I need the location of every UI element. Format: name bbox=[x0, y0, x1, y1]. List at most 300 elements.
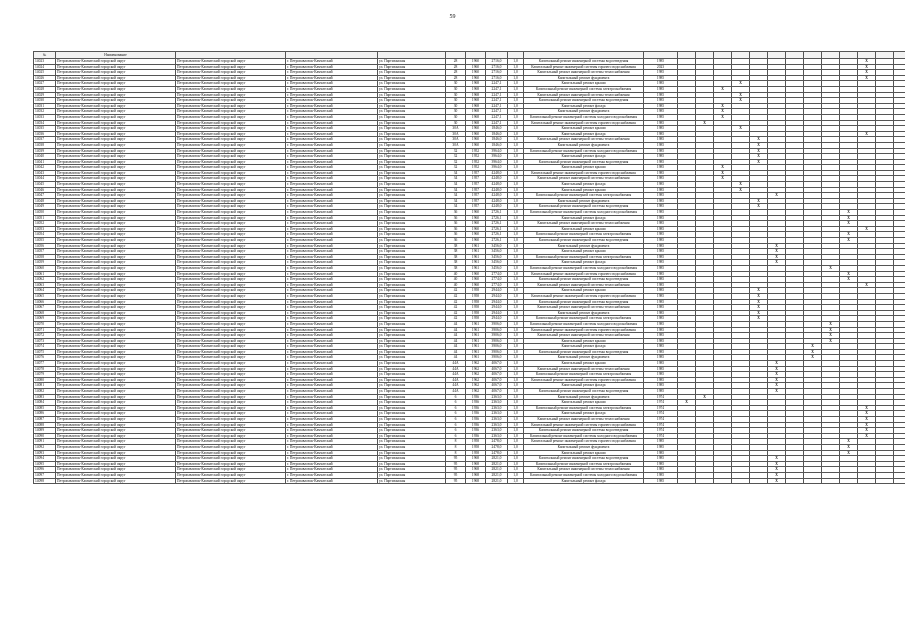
work-type-cell: Капитальный ремонт фундамента bbox=[524, 444, 644, 450]
city-cell: г. Петропавловск-Камчатский bbox=[286, 126, 378, 132]
work-type-cell: Капитальный ремонт инженерной системы горячего водоснабжения bbox=[524, 271, 644, 277]
area-cell: 2774,0 bbox=[486, 277, 508, 283]
work-type-cell: Капитальный ремонт фундамента bbox=[524, 394, 644, 400]
area-cell: 2478,0 bbox=[486, 444, 508, 450]
house-cell: 34 bbox=[446, 170, 466, 176]
house-cell: 6 bbox=[446, 405, 466, 411]
period-mark-cell: X bbox=[858, 405, 876, 411]
work-type-cell: Капитальный ремонт фасада bbox=[524, 103, 644, 109]
street-cell: ул. Партизанская bbox=[378, 366, 446, 372]
street-cell: ул. Партизанская bbox=[378, 467, 446, 473]
area-cell: 2363,0 bbox=[486, 433, 508, 439]
settlement-cell: Петропавловск-Камчатский городской округ bbox=[176, 355, 286, 361]
area-cell: 2247,1 bbox=[486, 81, 508, 87]
year-built-cell: 1960 bbox=[466, 232, 486, 238]
house-cell: 8 bbox=[446, 450, 466, 456]
house-cell: 32 bbox=[446, 165, 466, 171]
last-repair-year-cell: 1985 bbox=[644, 344, 678, 350]
area-cell: 2247,1 bbox=[486, 120, 508, 126]
coef-cell: 1,0 bbox=[508, 355, 524, 361]
header-cell bbox=[876, 52, 894, 59]
row-number: 14059 bbox=[34, 260, 56, 266]
last-repair-year-cell: 1985 bbox=[644, 92, 678, 98]
street-cell: ул. Партизанская bbox=[378, 142, 446, 148]
area-cell: 2363,0 bbox=[486, 422, 508, 428]
work-type-cell: Капитальный ремонт фасада bbox=[524, 182, 644, 188]
area-cell: 2944,0 bbox=[486, 316, 508, 322]
settlement-cell: Петропавловск-Камчатский городской округ bbox=[176, 148, 286, 154]
municipality-cell: Петропавловск-Камчатский городской округ bbox=[56, 226, 176, 232]
coef-cell: 1,0 bbox=[508, 377, 524, 383]
period-mark-cell: X bbox=[840, 238, 858, 244]
coef-cell: 1,0 bbox=[508, 170, 524, 176]
year-built-cell: 1960 bbox=[466, 142, 486, 148]
settlement-cell: Петропавловск-Камчатский городской округ bbox=[176, 288, 286, 294]
coef-cell: 1,0 bbox=[508, 75, 524, 81]
last-repair-year-cell: 1974 bbox=[644, 428, 678, 434]
last-repair-year-cell: 1974 bbox=[644, 411, 678, 417]
settlement-cell: Петропавловск-Камчатский городской округ bbox=[176, 338, 286, 344]
last-repair-year-cell: 1985 bbox=[644, 232, 678, 238]
row-number: 14041 bbox=[34, 159, 56, 165]
house-cell: 44А bbox=[446, 372, 466, 378]
city-cell: г. Петропавловск-Камчатский bbox=[286, 389, 378, 395]
period-mark-cell: X bbox=[858, 75, 876, 81]
house-cell: 8 bbox=[446, 444, 466, 450]
row-number: 14040 bbox=[34, 154, 56, 160]
street-cell: ул. Партизанская bbox=[378, 433, 446, 439]
house-cell: 30А bbox=[446, 126, 466, 132]
last-repair-year-cell: 1985 bbox=[644, 260, 678, 266]
last-repair-year-cell: 1985 bbox=[644, 456, 678, 462]
settlement-cell: Петропавловск-Камчатский городской округ bbox=[176, 226, 286, 232]
city-cell: г. Петропавловск-Камчатский bbox=[286, 316, 378, 322]
coef-cell: 1,0 bbox=[508, 361, 524, 367]
header-cell bbox=[858, 52, 876, 59]
municipality-cell: Петропавловск-Камчатский городской округ bbox=[56, 305, 176, 311]
city-cell: г. Петропавловск-Камчатский bbox=[286, 327, 378, 333]
row-number: 14077 bbox=[34, 361, 56, 367]
header-cell bbox=[804, 52, 822, 59]
last-repair-year-cell: 1985 bbox=[644, 170, 678, 176]
last-repair-year-cell: 1974 bbox=[644, 405, 678, 411]
last-repair-year-cell: 1985 bbox=[644, 461, 678, 467]
municipality-cell: Петропавловск-Камчатский городской округ bbox=[56, 221, 176, 227]
coef-cell: 1,0 bbox=[508, 154, 524, 160]
year-built-cell: 1936 bbox=[466, 422, 486, 428]
area-cell: 2363,0 bbox=[486, 405, 508, 411]
municipality-cell: Петропавловск-Камчатский городской округ bbox=[56, 75, 176, 81]
street-cell: ул. Партизанская bbox=[378, 249, 446, 255]
house-cell: 32 bbox=[446, 154, 466, 160]
settlement-cell: Петропавловск-Камчатский городской округ bbox=[176, 333, 286, 339]
city-cell: г. Петропавловск-Камчатский bbox=[286, 165, 378, 171]
settlement-cell: Петропавловск-Камчатский городской округ bbox=[176, 75, 286, 81]
row-number: 14095 bbox=[34, 461, 56, 467]
area-cell: 4067,0 bbox=[486, 377, 508, 383]
work-type-cell: Капитальный ремонт инженерной системы горячего водоснабжения bbox=[524, 120, 644, 126]
settlement-cell: Петропавловск-Камчатский городской округ bbox=[176, 243, 286, 249]
work-type-cell: Капитальный ремонт фундамента bbox=[524, 109, 644, 115]
street-cell: ул. Партизанская bbox=[378, 148, 446, 154]
last-repair-year-cell: 1985 bbox=[644, 361, 678, 367]
street-cell: ул. Партизанская bbox=[378, 193, 446, 199]
row-number: 14071 bbox=[34, 327, 56, 333]
period-mark-cell: X bbox=[750, 148, 768, 154]
year-built-cell: 1960 bbox=[466, 210, 486, 216]
coef-cell: 1,0 bbox=[508, 265, 524, 271]
settlement-cell: Петропавловск-Камчатский городской округ bbox=[176, 478, 286, 484]
last-repair-year-cell: 1985 bbox=[644, 131, 678, 137]
year-built-cell: 1968 bbox=[466, 109, 486, 115]
year-built-cell: 1958 bbox=[466, 305, 486, 311]
house-cell: 44А bbox=[446, 361, 466, 367]
street-cell: ул. Партизанская bbox=[378, 64, 446, 70]
year-built-cell: 1960 bbox=[466, 221, 486, 227]
municipality-cell: Петропавловск-Камчатский городской округ bbox=[56, 377, 176, 383]
last-repair-year-cell: 1985 bbox=[644, 316, 678, 322]
work-type-cell: Капитальный ремонт фасада bbox=[524, 131, 644, 137]
period-mark-cell: X bbox=[714, 86, 732, 92]
street-cell: ул. Партизанская bbox=[378, 355, 446, 361]
area-cell: 3906,0 bbox=[486, 349, 508, 355]
header-cell bbox=[378, 52, 446, 59]
last-repair-year-cell: 1985 bbox=[644, 98, 678, 104]
municipality-cell: Петропавловск-Камчатский городской округ bbox=[56, 148, 176, 154]
house-cell: 30 bbox=[446, 92, 466, 98]
last-repair-year-cell: 1985 bbox=[644, 159, 678, 165]
house-cell: 6 bbox=[446, 411, 466, 417]
city-cell: г. Петропавловск-Камчатский bbox=[286, 103, 378, 109]
work-type-cell: Капитальный ремонт инженерной системы теплоснабжения bbox=[524, 92, 644, 98]
row-number: 14045 bbox=[34, 182, 56, 188]
table-row bbox=[34, 478, 905, 484]
city-cell: г. Петропавловск-Камчатский bbox=[286, 282, 378, 288]
row-number: 14073 bbox=[34, 338, 56, 344]
city-cell: г. Петропавловск-Камчатский bbox=[286, 249, 378, 255]
settlement-cell: Петропавловск-Камчатский городской округ bbox=[176, 64, 286, 70]
city-cell: г. Петропавловск-Камчатский bbox=[286, 478, 378, 484]
street-cell: ул. Партизанская bbox=[378, 277, 446, 283]
settlement-cell: Петропавловск-Камчатский городской округ bbox=[176, 249, 286, 255]
year-built-cell: 1958 bbox=[466, 293, 486, 299]
house-cell: 40 bbox=[446, 282, 466, 288]
street-cell: ул. Партизанская bbox=[378, 456, 446, 462]
period-mark-cell: X bbox=[768, 383, 786, 389]
municipality-cell: Петропавловск-Камчатский городской округ bbox=[56, 142, 176, 148]
row-number: 14075 bbox=[34, 349, 56, 355]
year-built-cell: 1952 bbox=[466, 148, 486, 154]
municipality-cell: Петропавловск-Камчатский городской округ bbox=[56, 114, 176, 120]
work-type-cell: Капитальный ремонт фасада bbox=[524, 383, 644, 389]
period-mark-cell: X bbox=[714, 109, 732, 115]
row-number: 14081 bbox=[34, 383, 56, 389]
period-mark-cell: X bbox=[750, 288, 768, 294]
city-cell: г. Петропавловск-Камчатский bbox=[286, 70, 378, 76]
header-cell bbox=[466, 52, 486, 59]
work-type-cell: Капитальный ремонт инженерной системы горячего водоснабжения bbox=[524, 293, 644, 299]
city-cell: г. Петропавловск-Камчатский bbox=[286, 254, 378, 260]
coef-cell: 1,0 bbox=[508, 142, 524, 148]
house-cell: 36 bbox=[446, 238, 466, 244]
period-mark-cell: X bbox=[822, 333, 840, 339]
coef-cell: 1,0 bbox=[508, 198, 524, 204]
city-cell: г. Петропавловск-Камчатский bbox=[286, 142, 378, 148]
work-type-cell: Капитальный ремонт инженерной системы электроснабжения bbox=[524, 86, 644, 92]
last-repair-year-cell: 1974 bbox=[644, 394, 678, 400]
settlement-cell: Петропавловск-Камчатский городской округ bbox=[176, 170, 286, 176]
municipality-cell: Петропавловск-Камчатский городской округ bbox=[56, 176, 176, 182]
settlement-cell: Петропавловск-Камчатский городской округ bbox=[176, 439, 286, 445]
city-cell: г. Петропавловск-Камчатский bbox=[286, 450, 378, 456]
row-number: 14025 bbox=[34, 70, 56, 76]
row-number: 14029 bbox=[34, 92, 56, 98]
municipality-cell: Петропавловск-Камчатский городской округ bbox=[56, 81, 176, 87]
period-mark-cell: X bbox=[858, 422, 876, 428]
period-mark-cell: X bbox=[858, 59, 876, 65]
work-type-cell: Капитальный ремонт инженерной системы водоотведения bbox=[524, 349, 644, 355]
municipality-cell: Петропавловск-Камчатский городской округ bbox=[56, 433, 176, 439]
settlement-cell: Петропавловск-Камчатский городской округ bbox=[176, 198, 286, 204]
coef-cell: 1,0 bbox=[508, 383, 524, 389]
period-mark-cell: X bbox=[822, 265, 840, 271]
house-cell: 34 bbox=[446, 198, 466, 204]
area-cell: 2726,1 bbox=[486, 221, 508, 227]
year-built-cell: 1968 bbox=[466, 114, 486, 120]
area-cell: 3906,0 bbox=[486, 344, 508, 350]
house-cell: 44А bbox=[446, 389, 466, 395]
period-mark-cell: X bbox=[858, 226, 876, 232]
house-cell: 95 bbox=[446, 467, 466, 473]
row-number: 14028 bbox=[34, 86, 56, 92]
year-built-cell: 1968 bbox=[466, 456, 486, 462]
coef-cell: 1,0 bbox=[508, 461, 524, 467]
area-cell: 2247,1 bbox=[486, 103, 508, 109]
city-cell: г. Петропавловск-Камчатский bbox=[286, 444, 378, 450]
last-repair-year-cell: 1985 bbox=[644, 389, 678, 395]
year-built-cell: 1960 bbox=[466, 75, 486, 81]
row-number: 14055 bbox=[34, 238, 56, 244]
settlement-cell: Петропавловск-Камчатский городской округ bbox=[176, 444, 286, 450]
municipality-cell: Петропавловск-Камчатский городской округ bbox=[56, 310, 176, 316]
year-built-cell: 1961 bbox=[466, 249, 486, 255]
period-mark-cell: X bbox=[768, 478, 786, 484]
settlement-cell: Петропавловск-Камчатский городской округ bbox=[176, 366, 286, 372]
street-cell: ул. Партизанская bbox=[378, 187, 446, 193]
house-cell: 30 bbox=[446, 109, 466, 115]
period-mark-cell: X bbox=[768, 467, 786, 473]
house-cell: 34 bbox=[446, 187, 466, 193]
municipality-cell: Петропавловск-Камчатский городской округ bbox=[56, 288, 176, 294]
area-cell: 3906,0 bbox=[486, 338, 508, 344]
settlement-cell: Петропавловск-Камчатский городской округ bbox=[176, 131, 286, 137]
coef-cell: 1,0 bbox=[508, 405, 524, 411]
year-built-cell: 1957 bbox=[466, 176, 486, 182]
work-type-cell: Капитальный ремонт инженерной системы теплоснабжения bbox=[524, 305, 644, 311]
municipality-cell: Петропавловск-Камчатский городской округ bbox=[56, 349, 176, 355]
coef-cell: 1,0 bbox=[508, 109, 524, 115]
year-built-cell: 1968 bbox=[466, 461, 486, 467]
last-repair-year-cell: 1985 bbox=[644, 114, 678, 120]
coef-cell: 1,0 bbox=[508, 238, 524, 244]
street-cell: ул. Партизанская bbox=[378, 439, 446, 445]
coef-cell: 1,0 bbox=[508, 254, 524, 260]
street-cell: ул. Партизанская bbox=[378, 204, 446, 210]
municipality-cell: Петропавловск-Камчатский городской округ bbox=[56, 411, 176, 417]
last-repair-year-cell: 1985 bbox=[644, 126, 678, 132]
settlement-cell: Петропавловск-Камчатский городской округ bbox=[176, 383, 286, 389]
settlement-cell: Петропавловск-Камчатский городской округ bbox=[176, 165, 286, 171]
period-mark-cell: X bbox=[732, 126, 750, 132]
work-type-cell: Капитальный ремонт крыши bbox=[524, 81, 644, 87]
row-number: 14036 bbox=[34, 131, 56, 137]
house-cell: 44А bbox=[446, 377, 466, 383]
municipality-cell: Петропавловск-Камчатский городской округ bbox=[56, 428, 176, 434]
city-cell: г. Петропавловск-Камчатский bbox=[286, 310, 378, 316]
house-cell: 95 bbox=[446, 472, 466, 478]
street-cell: ул. Партизанская bbox=[378, 450, 446, 456]
year-built-cell: 1957 bbox=[466, 170, 486, 176]
row-number: 14066 bbox=[34, 299, 56, 305]
coef-cell: 1,0 bbox=[508, 293, 524, 299]
coef-cell: 1,0 bbox=[508, 59, 524, 65]
house-cell: 36 bbox=[446, 215, 466, 221]
area-cell: 2726,1 bbox=[486, 215, 508, 221]
row-number: 14098 bbox=[34, 478, 56, 484]
period-mark-cell: X bbox=[858, 411, 876, 417]
street-cell: ул. Партизанская bbox=[378, 265, 446, 271]
house-cell: 30 bbox=[446, 120, 466, 126]
street-cell: ул. Партизанская bbox=[378, 182, 446, 188]
municipality-cell: Петропавловск-Камчатский городской округ bbox=[56, 400, 176, 406]
last-repair-year-cell: 1985 bbox=[644, 377, 678, 383]
street-cell: ул. Партизанская bbox=[378, 361, 446, 367]
area-cell: 2363,0 bbox=[486, 428, 508, 434]
last-repair-year-cell: 1985 bbox=[644, 59, 678, 65]
house-cell: 36 bbox=[446, 226, 466, 232]
last-repair-year-cell: 1985 bbox=[644, 383, 678, 389]
street-cell: ул. Партизанская bbox=[378, 243, 446, 249]
last-repair-year-cell: 1985 bbox=[644, 327, 678, 333]
area-cell: 2363,0 bbox=[486, 400, 508, 406]
area-cell: 3964,0 bbox=[486, 148, 508, 154]
row-number: 14062 bbox=[34, 277, 56, 283]
period-mark-cell: X bbox=[732, 98, 750, 104]
coef-cell: 1,0 bbox=[508, 372, 524, 378]
last-repair-year-cell: 1985 bbox=[644, 86, 678, 92]
city-cell: г. Петропавловск-Камчатский bbox=[286, 456, 378, 462]
work-type-cell: Капитальный ремонт фасада bbox=[524, 478, 644, 484]
period-mark-cell: X bbox=[768, 361, 786, 367]
work-type-cell: Капитальный ремонт крыши bbox=[524, 450, 644, 456]
city-cell: г. Петропавловск-Камчатский bbox=[286, 120, 378, 126]
last-repair-year-cell: 1985 bbox=[644, 103, 678, 109]
street-cell: ул. Партизанская bbox=[378, 120, 446, 126]
coef-cell: 1,0 bbox=[508, 299, 524, 305]
area-cell: 2944,0 bbox=[486, 305, 508, 311]
work-type-cell: Капитальный ремонт инженерной системы водоотведения bbox=[524, 59, 644, 65]
last-repair-year-cell: 1985 bbox=[644, 372, 678, 378]
last-repair-year-cell: 1985 bbox=[644, 187, 678, 193]
work-type-cell: Капитальный ремонт инженерной системы теплоснабжения bbox=[524, 467, 644, 473]
period-mark-cell: X bbox=[732, 182, 750, 188]
house-cell: 44А bbox=[446, 366, 466, 372]
year-built-cell: 1936 bbox=[466, 411, 486, 417]
city-cell: г. Петропавловск-Камчатский bbox=[286, 417, 378, 423]
coef-cell: 1,0 bbox=[508, 98, 524, 104]
settlement-cell: Петропавловск-Камчатский городской округ bbox=[176, 456, 286, 462]
last-repair-year-cell: 1985 bbox=[644, 467, 678, 473]
last-repair-year-cell: 2023 bbox=[644, 64, 678, 70]
street-cell: ул. Партизанская bbox=[378, 131, 446, 137]
area-cell: 2247,1 bbox=[486, 92, 508, 98]
row-number: 14065 bbox=[34, 293, 56, 299]
last-repair-year-cell: 1985 bbox=[644, 148, 678, 154]
coef-cell: 1,0 bbox=[508, 444, 524, 450]
work-type-cell: Капитальный ремонт инженерной системы теплоснабжения bbox=[524, 366, 644, 372]
header-cell bbox=[286, 52, 378, 59]
year-built-cell: 1936 bbox=[466, 405, 486, 411]
street-cell: ул. Партизанская bbox=[378, 377, 446, 383]
house-cell: 44 bbox=[446, 338, 466, 344]
area-cell: 2726,1 bbox=[486, 210, 508, 216]
row-number: 14053 bbox=[34, 226, 56, 232]
row-number: 14033 bbox=[34, 114, 56, 120]
city-cell: г. Петропавловск-Камчатский bbox=[286, 405, 378, 411]
period-mark-cell: X bbox=[750, 137, 768, 143]
settlement-cell: Петропавловск-Камчатский городской округ bbox=[176, 59, 286, 65]
city-cell: г. Петропавловск-Камчатский bbox=[286, 400, 378, 406]
city-cell: г. Петропавловск-Камчатский bbox=[286, 394, 378, 400]
street-cell: ул. Партизанская bbox=[378, 299, 446, 305]
year-built-cell: 1952 bbox=[466, 165, 486, 171]
row-number: 14050 bbox=[34, 210, 56, 216]
coef-cell: 1,0 bbox=[508, 243, 524, 249]
row-number: 14072 bbox=[34, 333, 56, 339]
street-cell: ул. Партизанская bbox=[378, 165, 446, 171]
city-cell: г. Петропавловск-Камчатский bbox=[286, 428, 378, 434]
year-built-cell: 1961 bbox=[466, 344, 486, 350]
settlement-cell: Петропавловск-Камчатский городской округ bbox=[176, 433, 286, 439]
work-type-cell: Капитальный ремонт инженерной системы теплоснабжения bbox=[524, 282, 644, 288]
year-built-cell: 1968 bbox=[466, 103, 486, 109]
municipality-cell: Петропавловск-Камчатский городской округ bbox=[56, 444, 176, 450]
year-built-cell: 1960 bbox=[466, 271, 486, 277]
city-cell: г. Петропавловск-Камчатский bbox=[286, 439, 378, 445]
municipality-cell: Петропавловск-Камчатский городской округ bbox=[56, 271, 176, 277]
coef-cell: 1,0 bbox=[508, 456, 524, 462]
year-built-cell: 1962 bbox=[466, 361, 486, 367]
municipality-cell: Петропавловск-Камчатский городской округ bbox=[56, 472, 176, 478]
year-built-cell: 1960 bbox=[466, 59, 486, 65]
house-cell: 34 bbox=[446, 182, 466, 188]
year-built-cell: 1961 bbox=[466, 333, 486, 339]
city-cell: г. Петропавловск-Камчатский bbox=[286, 154, 378, 160]
coef-cell: 1,0 bbox=[508, 103, 524, 109]
row-number: 14034 bbox=[34, 120, 56, 126]
house-cell: 38 bbox=[446, 265, 466, 271]
last-repair-year-cell: 1985 bbox=[644, 75, 678, 81]
area-cell: 2247,1 bbox=[486, 98, 508, 104]
period-mark-cell: X bbox=[804, 355, 822, 361]
area-cell: 3906,0 bbox=[486, 333, 508, 339]
header-cell bbox=[768, 52, 786, 59]
municipality-cell: Петропавловск-Камчатский городской округ bbox=[56, 299, 176, 305]
area-cell: 3456,0 bbox=[486, 254, 508, 260]
city-cell: г. Петропавловск-Камчатский bbox=[286, 210, 378, 216]
house-cell: 30А bbox=[446, 137, 466, 143]
house-cell: 44 bbox=[446, 327, 466, 333]
